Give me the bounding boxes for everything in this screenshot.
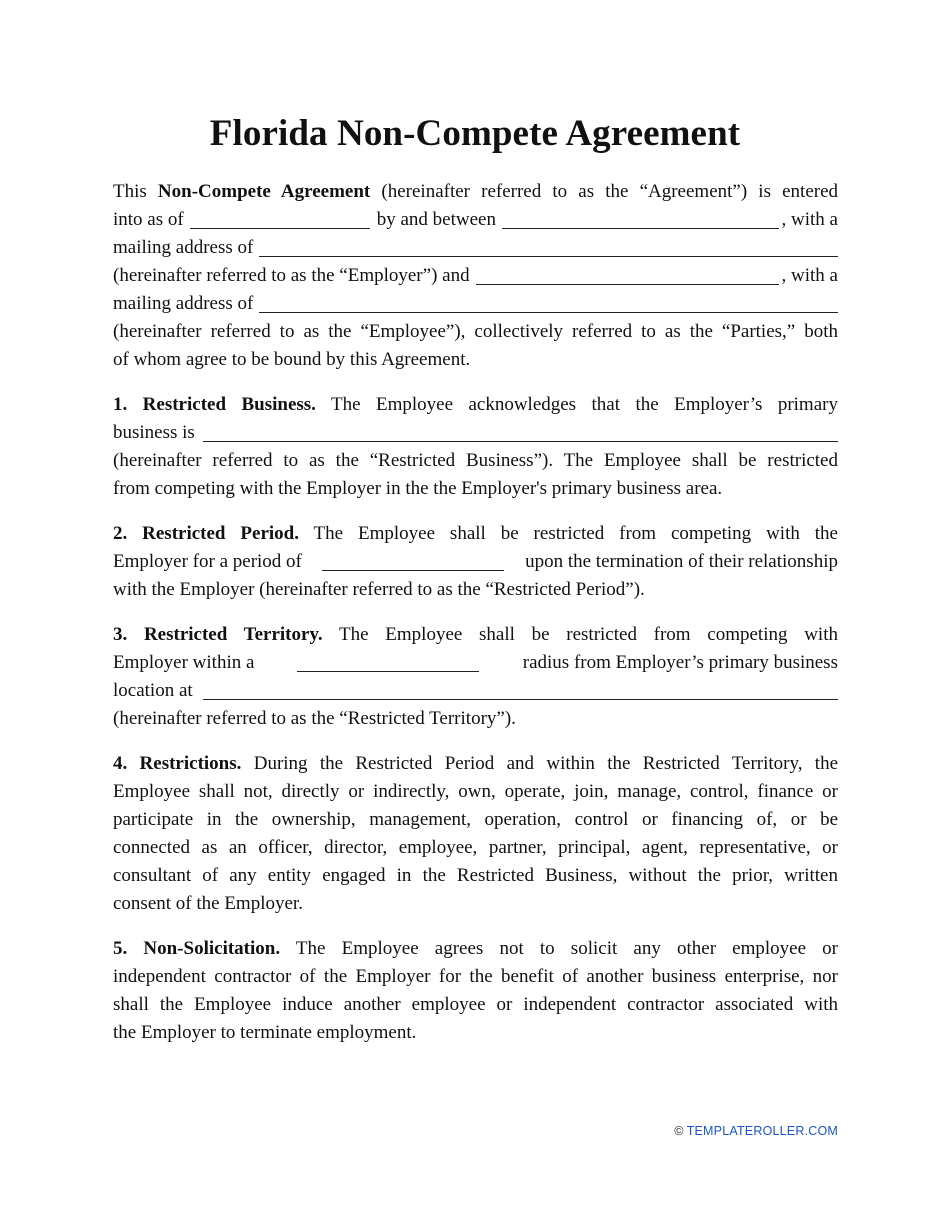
agreement-term: Non-Compete Agreement (157, 181, 371, 202)
intro-line-5: mailing address of (112, 290, 838, 318)
section-heading: 4. Restrictions. (113, 753, 242, 774)
intro-line-3: mailing address of (112, 234, 838, 262)
radius-blank[interactable] (297, 671, 479, 672)
section-heading: 5. Non-Solicitation. (113, 938, 281, 959)
copyright-icon: © (674, 1124, 684, 1138)
s1-line-1: 1. Restricted Business. The Employee acknowledges that the Employer’s primary (113, 394, 838, 415)
s5-line-2: independent contractor of the Employer for the benefit of another business enterprise, nor (113, 966, 838, 987)
s4-line-1: 4. Restrictions. During the Restricted Period and within the Restricted Territory, the (113, 753, 839, 774)
s5-line-4: the Employer to terminate employment. (113, 1022, 417, 1043)
intro-line-1: This Non-Compete Agreement (hereinafter referred to as the “Agreement”) is entered (113, 181, 839, 202)
s3-line-1: 3. Restricted Territory. The Employee shall be restricted from competing with (113, 624, 838, 645)
footer-link[interactable]: TEMPLATEROLLER.COM (686, 1124, 838, 1138)
intro-line-6: (hereinafter referred to as the “Employee”), collectively referred to as the “Parties,” both (113, 321, 838, 342)
s5-line-3: shall the Employee induce another employee or independent contractor associated with (113, 994, 838, 1015)
s1-line-4: from competing with the Employer in the the Employer's primary business area. (113, 478, 723, 499)
restricted-business-blank[interactable] (203, 441, 838, 442)
footer-watermark (674, 1124, 838, 1138)
section-restrictions (112, 750, 838, 918)
effective-date-blank[interactable] (190, 228, 370, 229)
s4-line-5: consultant of any entity engaged in the Restricted Business, without the prior, written (113, 865, 838, 886)
s5-line-1: 5. Non-Solicitation. The Employee agrees not to solicit any other employee or (113, 938, 838, 959)
employer-address-blank[interactable] (259, 256, 838, 257)
document-body (112, 178, 838, 1064)
s4-line-2: Employee shall not, directly or indirectly, own, operate, join, manage, control, finance or (113, 781, 838, 802)
section-non-solicitation (112, 935, 838, 1047)
s4-line-3: participate in the ownership, management, operation, control or financing of, or be (113, 809, 838, 830)
s2-line-2: Employer for a period of upon the termination of their relationship (113, 551, 838, 572)
s3-line-2: Employer within a radius from Employer’s primary business (113, 652, 838, 673)
s4-line-6: consent of the Employer. (113, 893, 303, 914)
business-location-blank[interactable] (203, 699, 838, 700)
section-heading: 2. Restricted Period. (113, 523, 299, 544)
s3-line-3: location at (112, 677, 838, 705)
section-heading: 3. Restricted Territory. (113, 624, 323, 645)
intro-paragraph (112, 178, 838, 374)
s1-line-3: (hereinafter referred to as the “Restricted Business”). The Employee shall be restricted (113, 450, 838, 471)
s2-line-3: with the Employer (hereinafter referred to as the “Restricted Period”). (113, 579, 645, 600)
section-restricted-business (112, 391, 838, 503)
s2-line-1: 2. Restricted Period. The Employee shall be restricted from competing with the (113, 523, 838, 544)
employee-address-blank[interactable] (259, 312, 838, 313)
document-title: Florida Non-Compete Agreement (209, 113, 741, 154)
s4-line-4: connected as an officer, director, employee, partner, principal, agent, representative, or (113, 837, 838, 858)
intro-line-7: of whom agree to be bound by this Agreement. (113, 349, 471, 370)
intro-line-4: (hereinafter referred to as the “Employer”) and , with a (113, 265, 838, 286)
s1-line-2: business is (112, 419, 838, 447)
section-restricted-territory (112, 621, 838, 733)
s3-line-4: (hereinafter referred to as the “Restricted Territory”). (113, 708, 516, 729)
section-heading: 1. Restricted Business. (113, 394, 316, 415)
section-restricted-period (112, 520, 838, 604)
intro-line-2: into as of by and between , with a (113, 209, 838, 230)
restricted-period-blank[interactable] (322, 570, 504, 571)
employer-name-blank[interactable] (502, 228, 779, 229)
employee-name-blank[interactable] (476, 284, 779, 285)
